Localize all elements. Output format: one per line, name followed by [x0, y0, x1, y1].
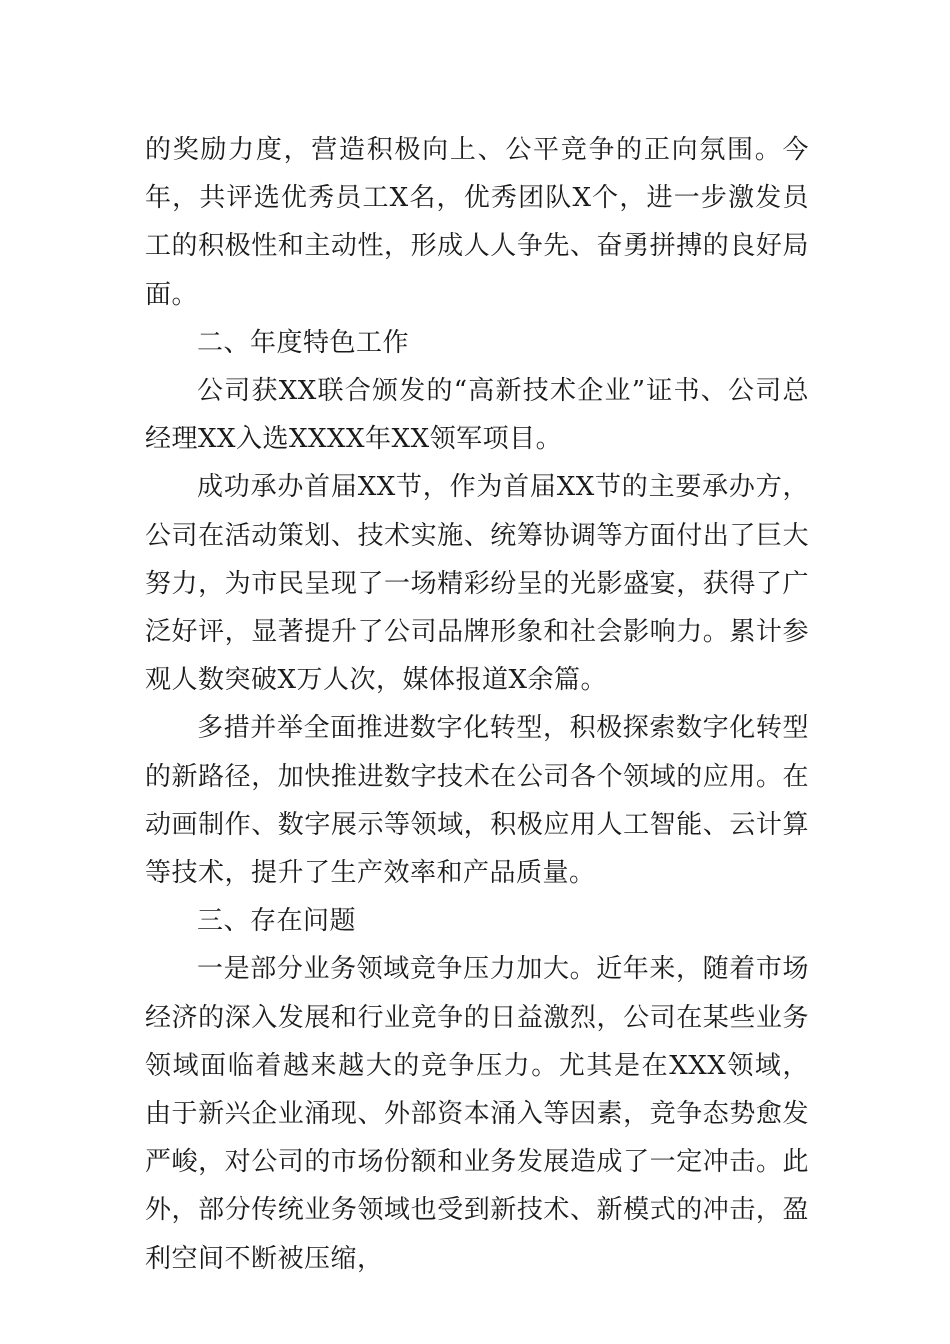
paragraph-festival: 成功承办首届XX节，作为首届XX节的主要承办方，公司在活动策划、技术实施、统筹协调等方面付出了巨大努力，为市民呈现了一场精彩纷呈的光影盛宴，获得了广泛好评，显著提升了公司品牌形象和社会影响力。累计参观人数突破X万人次，媒体报道X余篇。 [145, 472, 809, 696]
paragraph-digital-transformation: 多措并举全面推进数字化转型，积极探索数字化转型的新路径，加快推进数字技术在公司各个领域的应用。在动画制作、数字展示等领域，积极应用人工智能、云计算等技术，提升了生产效率和产品质量。 [145, 713, 809, 889]
section-heading-existing-problems: 三、存在问题 [197, 906, 357, 937]
section-heading-annual-highlights: 二、年度特色工作 [197, 327, 410, 358]
paragraph-competition-pressure: 一是部分业务领域竞争压力加大。近年来，随着市场经济的深入发展和行业竞争的日益激烈，公司在某些业务领域面临着越来越大的竞争压力。尤其是在XXX领域，由于新兴企业涌现、外部资本涌入等因素，竞争态势愈发严峻，对公司的市场份额和业务发展造成了一定冲击。此外，部分传统业务领域也受到新技术、新模式的冲击，盈利空间不断被压缩， [145, 954, 809, 1274]
document-page [145, 126, 809, 1283]
paragraph-continuation: 的奖励力度，营造积极向上、公平竞争的正向氛围。今年，共评选优秀员工X名，优秀团队X个，进一步激发员工的积极性和主动性，形成人人争先、奋勇拼搏的良好局面。 [145, 135, 809, 310]
paragraph-certificate: 公司获XX联合颁发的“高新技术企业”证书、公司总经理XX入选XXXX年XX领军项目。 [145, 376, 809, 455]
